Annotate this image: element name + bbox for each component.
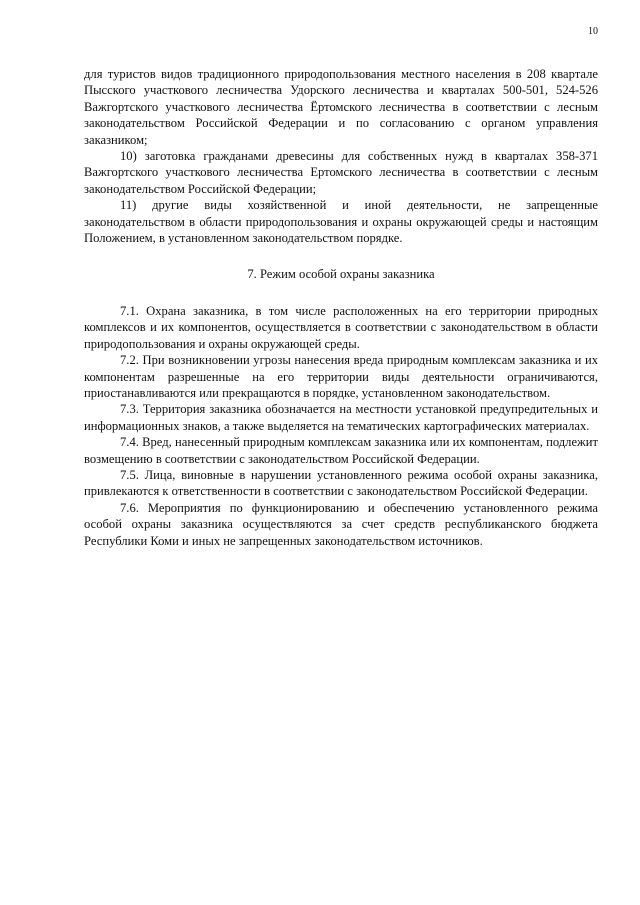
paragraph-item-11: 11) другие виды хозяйственной и иной деятельности, не запрещенные законодательством в области природопользования и охраны окружающей среды и настоящим Положением, в установленном законодательством порядке. — [84, 198, 598, 246]
paragraph-7-1: 7.1. Охрана заказника, в том числе расположенных на его территории природных комплексов и их компонентов, осуществляется в соответствии с законодательством в области природопользования и охраны окружающей среды. — [84, 303, 598, 351]
paragraph-continuation: для туристов видов традиционного природопользования местного населения в 208 квартале Пысского участкового лесничества Удорского лесничества и кварталах 500-501, 524-526 Важгортского участкового лесничества Ёртомского лесничества в соответствии с лесным законодательством Российской Федерации и по согласованию с органом управления заказником; — [84, 67, 598, 147]
paragraph-7-6: 7.6. Мероприятия по функционированию и обеспечению установленного режима особой охраны заказника осуществляются за счет средств республиканского бюджета Республики Коми и иных не запрещенных законодательством источников. — [84, 500, 598, 548]
paragraph-7-3: 7.3. Территория заказника обозначается на местности установкой предупредительных и информационных знаков, а также выделяется на тематических картографических материалах. — [84, 402, 598, 433]
page-number: 10 — [588, 26, 598, 37]
section-title: 7. Режим особой охраны заказника — [247, 267, 435, 282]
paragraph-7-4: 7.4. Вред, нанесенный природным комплексам заказника или их компонентам, подлежит возмещению в соответствии с законодательством Российской Федерации. — [84, 435, 598, 466]
paragraph-7-2: 7.2. При возникновении угрозы нанесения вреда природным комплексам заказника и их компонентам разрешенные на его территории виды деятельности ограничиваются, приостанавливаются или прекращаются в порядке, установленном законодательством. — [84, 353, 598, 400]
document-body — [84, 66, 598, 549]
paragraph-item-10: 10) заготовка гражданами древесины для собственных нужд в кварталах 358-371 Важгортского участкового лесничества Ертомского лесничества в соответствии с лесным законодательством Российской Федерации; — [84, 149, 598, 196]
paragraph-7-5: 7.5. Лица, виновные в нарушении установленного режима особой охраны заказника, привлекаются к ответственности в соответствии с законодательством Российской Федерации. — [84, 467, 598, 499]
